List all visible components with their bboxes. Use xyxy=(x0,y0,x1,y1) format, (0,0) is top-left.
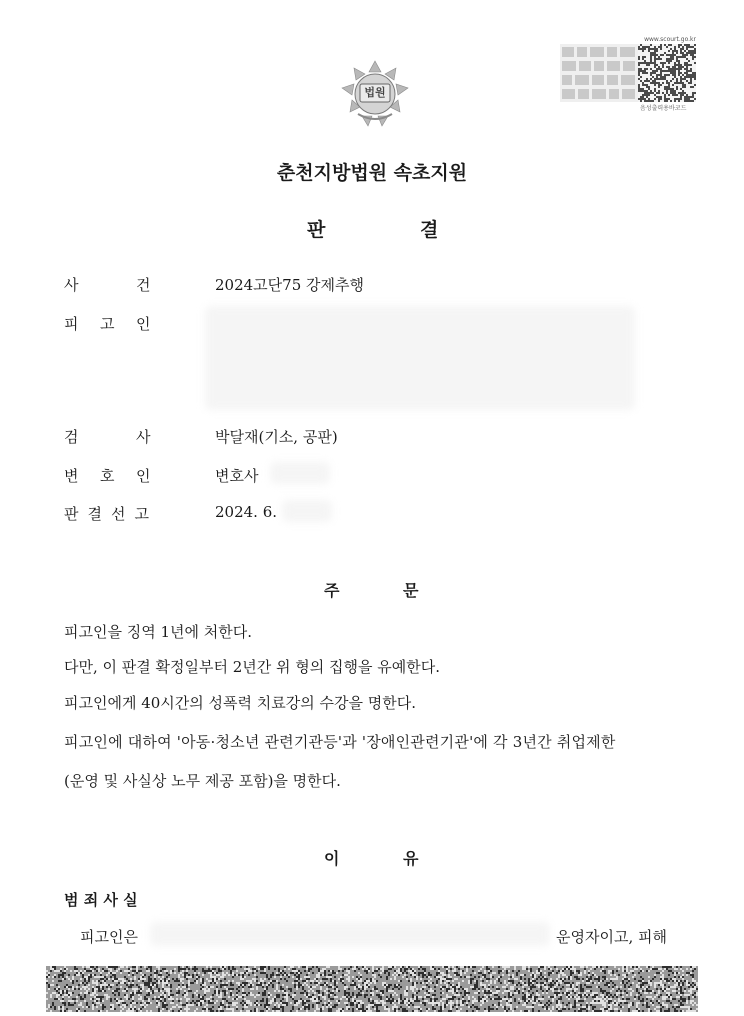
case-label-2: 건 xyxy=(136,276,151,294)
court-name: 춘천지방법원 속초지원 xyxy=(276,162,468,184)
prosecutor-label-1: 검 xyxy=(64,428,79,446)
emblem-text: 법원 xyxy=(364,86,386,99)
site-url: www.scourt.go.kr xyxy=(644,36,696,43)
prosecutor-name: 박달재(기소, 공판) xyxy=(215,428,338,446)
case-number: 2024고단75 강제추행 xyxy=(215,276,364,294)
court-emblem xyxy=(338,58,412,130)
order-line-3: 피고인에게 40시간의 성폭력 치료강의 수강을 명한다. xyxy=(64,694,416,712)
defendant-label-1: 피 xyxy=(64,315,79,333)
barcode xyxy=(638,44,696,102)
case-label-1: 사 xyxy=(64,276,79,294)
prosecutor-label-2: 사 xyxy=(136,428,151,446)
defendant-label-2: 고 xyxy=(100,315,115,333)
doc-title-left: 판 xyxy=(307,219,326,241)
redacted-date-day xyxy=(282,500,332,522)
barcode-text-block xyxy=(560,44,638,102)
facts-heading: 범 죄 사 실 xyxy=(64,891,138,909)
order-title-left: 주 xyxy=(324,581,340,600)
barcode-caption: 음성출력용바코드 xyxy=(640,105,687,112)
redacted-facts xyxy=(150,922,550,946)
order-line-2: 다만, 이 판결 확정일부터 2년간 위 형의 집행을 유예한다. xyxy=(64,658,441,676)
reasons-title-right: 유 xyxy=(403,849,419,868)
sentence-date: 2024. 6. xyxy=(215,503,278,521)
doc-title-right: 결 xyxy=(420,219,439,241)
counsel-value: 변호사 xyxy=(215,467,259,485)
order-line-1: 피고인을 징역 1년에 처한다. xyxy=(64,623,253,641)
order-line-4: 피고인에 대하여 '아동·청소년 관련기관등'과 '장애인관련기관'에 각 3년간 취업제한 xyxy=(64,733,616,751)
reasons-title-left: 이 xyxy=(324,849,340,868)
redacted-defendant-info xyxy=(205,306,635,410)
redacted-counsel-name xyxy=(270,462,330,484)
counsel-label-1: 변 xyxy=(64,467,79,485)
order-line-5: (운영 및 사실상 노무 제공 포함)을 명한다. xyxy=(64,772,341,790)
defendant-label-3: 인 xyxy=(136,315,151,333)
counsel-label-2: 호 xyxy=(100,467,115,485)
counsel-label-3: 인 xyxy=(136,467,151,485)
facts-end: 운영자이고, 피해 xyxy=(556,928,667,946)
facts-start: 피고인은 xyxy=(80,928,138,946)
scan-noise-strip xyxy=(46,966,698,1012)
order-title-right: 문 xyxy=(403,581,419,600)
sentence-date-label: 판결선고 xyxy=(64,505,158,523)
